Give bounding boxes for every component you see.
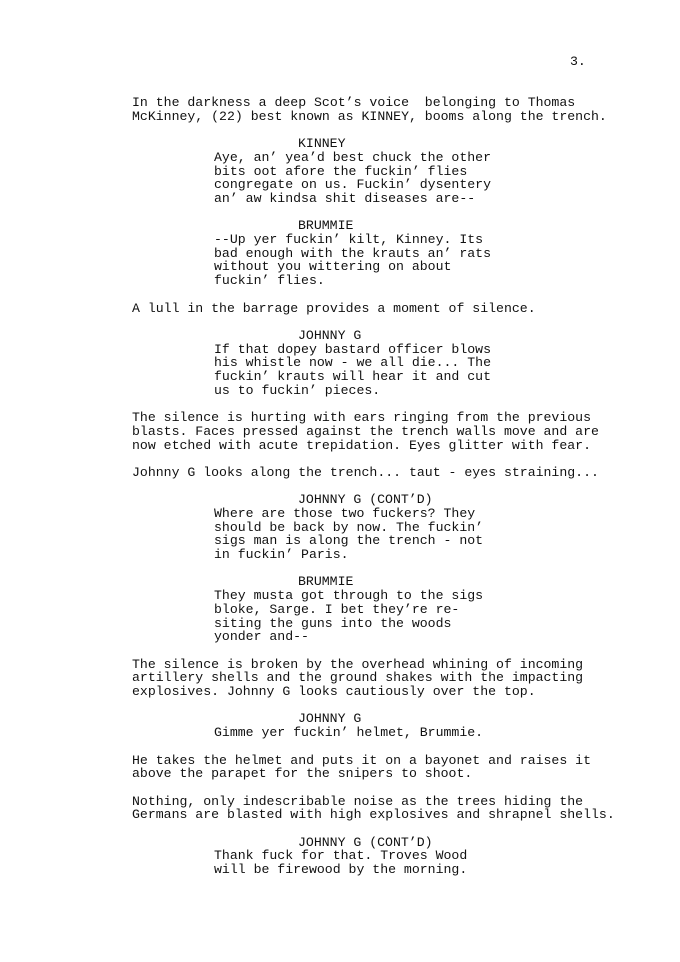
action-line: McKinney, (22) best known as KINNEY, booms along the trench.	[132, 108, 607, 124]
action-line: A lull in the barrage provides a moment of silence.	[132, 300, 536, 316]
action-line: The silence is broken by the overhead whining of incoming	[132, 656, 584, 672]
action-line: The silence is hurting with ears ringing from the previous	[132, 410, 591, 426]
action-line: Johnny G looks along the trench... taut - eyes straining...	[132, 464, 599, 480]
block-gap	[132, 740, 632, 754]
dialogue-line: Aye, an’ yea’d best chuck the other	[214, 149, 491, 165]
dialogue-line: should be back by now. The fuckin’	[214, 519, 484, 535]
dialogue-block	[132, 493, 632, 562]
dialogue-block	[132, 575, 632, 644]
character-name: JOHNNY G (CONT’D)	[298, 834, 433, 850]
block-gap	[132, 562, 632, 576]
character-name: JOHNNY G	[298, 711, 362, 727]
action-line: He takes the helmet and puts it on a bayonet and raises it	[132, 752, 591, 768]
action-block	[132, 658, 632, 699]
dialogue-line: his whistle now - we all die... The	[214, 355, 491, 371]
dialogue-line: bits oot afore the fuckin’ flies	[214, 163, 468, 179]
dialogue-line: Where are those two fuckers? They	[214, 505, 476, 521]
block-gap	[132, 781, 632, 795]
action-line: Nothing, only indescribable noise as the trees hiding the	[132, 793, 584, 809]
character-name: KINNEY	[298, 136, 346, 152]
dialogue-line: --Up yer fuckin’ kilt, Kinney. Its	[214, 232, 484, 247]
dialogue-line: bad enough with the krauts an’ rats	[214, 245, 491, 261]
action-block	[132, 795, 632, 822]
action-line: now etched with acute trepidation. Eyes glitter with fear.	[132, 437, 591, 453]
action-block	[132, 302, 632, 316]
dialogue-block	[132, 219, 632, 288]
action-line: blasts. Faces pressed against the trench walls move and are	[132, 423, 599, 439]
dialogue-line: without you wittering on about	[214, 259, 452, 275]
page-number: 3.	[570, 54, 586, 69]
dialogue-line: will be firewood by the morning.	[214, 862, 468, 878]
block-gap	[132, 699, 632, 713]
action-line: Germans are blasted with high explosives and shrapnel shells.	[132, 807, 615, 823]
action-line: In the darkness a deep Scot’s voice belonging to Thomas	[132, 95, 576, 110]
action-block	[132, 96, 632, 123]
action-block	[132, 754, 632, 781]
dialogue-block	[132, 836, 632, 877]
block-gap	[132, 452, 632, 466]
dialogue-line: siting the guns into the woods	[214, 615, 452, 631]
block-gap	[132, 644, 632, 658]
action-line: above the parapet for the snipers to shoot.	[132, 766, 473, 782]
dialogue-block	[132, 137, 632, 206]
dialogue-line: They musta got through to the sigs	[214, 588, 484, 604]
character-name: JOHNNY G	[298, 327, 362, 343]
block-gap	[132, 315, 632, 329]
dialogue-line: in fuckin’ Paris.	[214, 547, 349, 563]
character-name: BRUMMIE	[298, 574, 354, 590]
dialogue-line: bloke, Sarge. I bet they’re re-	[214, 601, 460, 617]
action-line: artillery shells and the ground shakes with the impacting	[132, 670, 584, 686]
dialogue-line: fuckin’ krauts will hear it and cut	[214, 369, 491, 384]
dialogue-line: Thank fuck for that. Troves Wood	[214, 848, 468, 864]
dialogue-line: us to fuckin’ pieces.	[214, 382, 381, 398]
character-name: JOHNNY G (CONT’D)	[298, 492, 433, 508]
action-block	[132, 411, 632, 452]
dialogue-line: fuckin’ flies.	[214, 273, 325, 289]
block-gap	[132, 822, 632, 836]
dialogue-line: If that dopey bastard officer blows	[214, 341, 491, 357]
block-gap	[132, 206, 632, 220]
block-gap	[132, 288, 632, 302]
script-body	[132, 96, 632, 877]
block-gap	[132, 123, 632, 137]
dialogue-line: Gimme yer fuckin’ helmet, Brummie.	[214, 725, 484, 741]
dialogue-block	[132, 712, 632, 739]
dialogue-line: congregate on us. Fuckin’ dysentery	[214, 177, 491, 193]
dialogue-line: an’ aw kindsa shit diseases are--	[214, 190, 476, 206]
action-line: explosives. Johnny G looks cautiously over the top.	[132, 684, 536, 700]
dialogue-block	[132, 329, 632, 398]
block-gap	[132, 397, 632, 411]
character-name: BRUMMIE	[298, 218, 354, 234]
action-block	[132, 466, 632, 480]
dialogue-line: yonder and--	[214, 629, 309, 645]
dialogue-line: sigs man is along the trench - not	[214, 533, 484, 549]
block-gap	[132, 480, 632, 494]
